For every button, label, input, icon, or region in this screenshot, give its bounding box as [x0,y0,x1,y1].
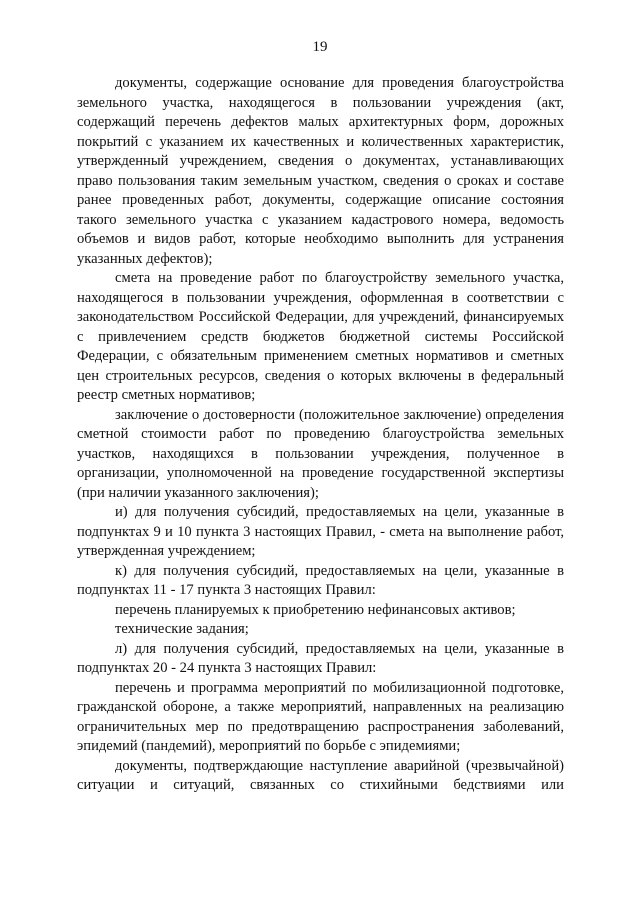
paragraph-item-k: к) для получения субсидий, предоставляемых на цели, указанные в подпунктах 11 - 17 пункта 3 настоящих Правил: [77,562,564,598]
paragraph-technical-tasks: технические задания; [115,621,249,637]
paragraph-nonfinancial-assets-list: перечень планируемых к приобретению нефинансовых активов; [115,601,516,618]
paragraph-expert-conclusion: заключение о достоверности (положительное заключение) определения сметной стоимости работ по проведению благоустройства земельных участков, находящихся в пользовании учреждения, полученное в организации, уполномоченной на проведение государственной экспертизы (при наличии указанного заключения); [77,406,564,501]
paragraph-item-l: л) для получения субсидий, предоставляемых на цели, указанные в подпунктах 20 - 24 пункта 3 настоящих Правил: [77,640,564,676]
page-number: 19 [312,39,328,55]
paragraph-item-i: и) для получения субсидий, предоставляемых на цели, указанные в подпунктах 9 и 10 пункта 3 настоящих Правил, - смета на выполнение работ, утвержденная учреждением; [77,504,564,559]
document-body [77,74,564,796]
paragraph-mobilization-program: перечень и программа мероприятий по мобилизационной подготовке, гражданской обороне, а также мероприятий, направленных на реализацию ограничительных мер по предотвращению распространения заболеваний, эпидемий (пандемий), мероприятий по борьбе с эпидемиями; [77,679,564,754]
paragraph-justification-documents: документы, содержащие основание для проведения благоустройства земельного участка, находящегося в пользовании учреждения (акт, содержащий перечень дефектов малых архитектурных форм, дорожных покрытий с указанием их качественных и количественных характеристик, утвержденный учреждением, сведения о документах, устанавливающих право пользования таким земельным участком, сведения о сроках и составе ранее проведенных работ, документы, содержащие описание состояния такого земельного участка с указанием кадастрового номера, ведомость объемов и видов работ, которые необходимо выполнить для устранения указанных дефектов); [77,75,564,267]
paragraph-cost-estimate: смета на проведение работ по благоустройству земельного участка, находящегося в пользовании учреждения, оформленная в соответствии с законодательством Российской Федерации, для учреждений, финансируемых с привлечением средств бюджетов бюджетной системы Российской Федерации, с обязательным применением сметных нормативов и сметных цен строительных ресурсов, сведения о которых включены в федеральный реестр сметных нормативов; [77,270,564,403]
paragraph-emergency-documents: документы, подтверждающие наступление аварийной (чрезвычайной) ситуации и ситуаций, связанных со стихийными бедствиями или [77,757,564,793]
